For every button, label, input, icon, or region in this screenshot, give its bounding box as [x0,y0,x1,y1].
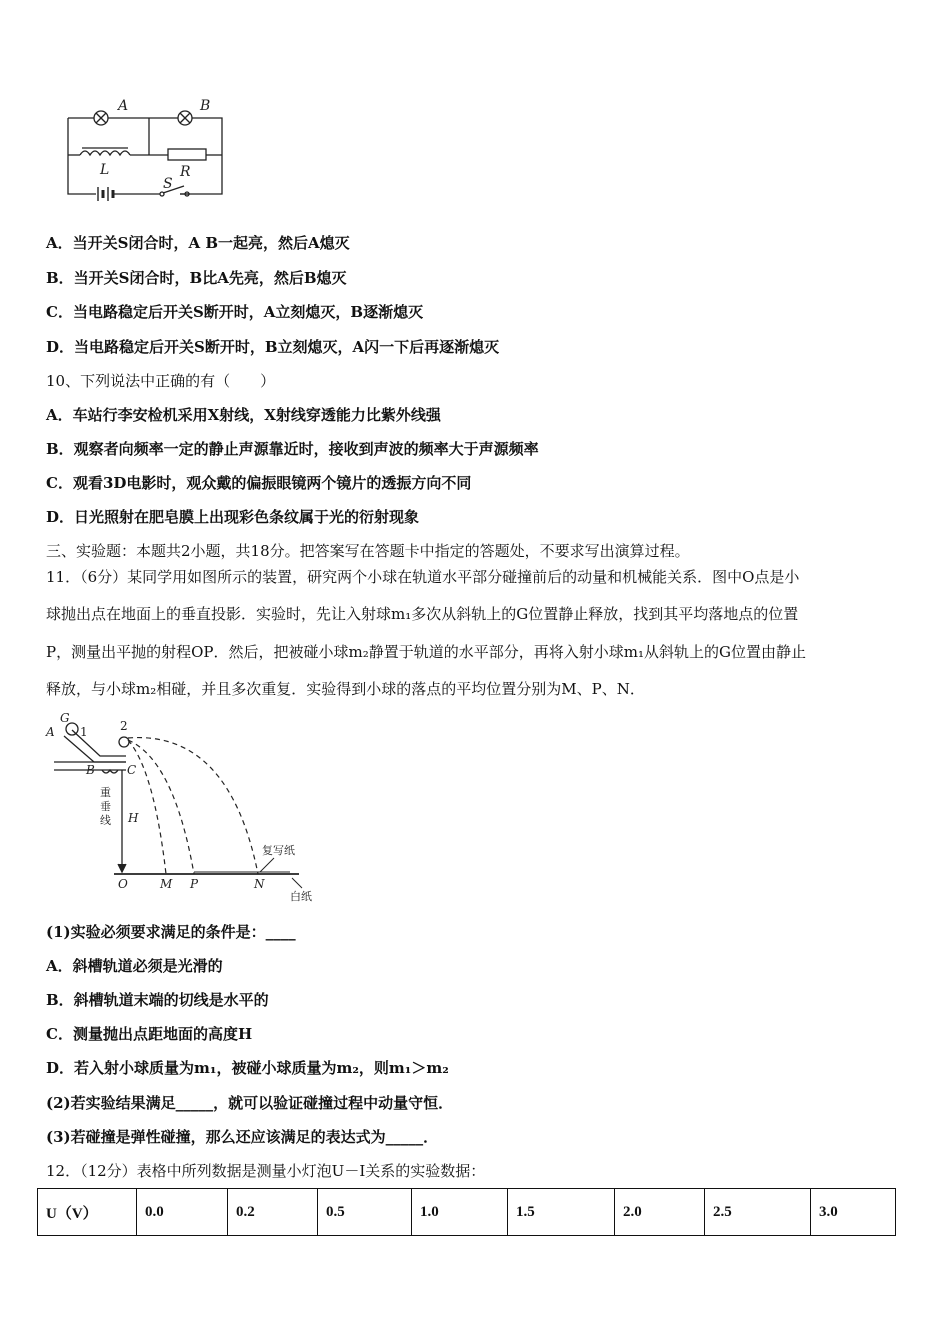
q11-sub2: (2)若实验结果满足_____，就可以验证碰撞过程中动量守恒． [46,1094,454,1112]
apparatus-label-p: P [190,877,199,891]
apparatus-label-2: 2 [120,719,128,733]
q9-option-b: B．当开关S闭合时，B比A先亮，然后B熄灭 [46,269,347,287]
circuit-label-r: R [180,164,191,180]
circuit-label-a: A [118,98,129,114]
table-cell: 2.0 [615,1189,705,1236]
table-row [38,1189,896,1236]
table-cell: 3.0 [811,1189,896,1236]
q9-option-c: C．当电路稳定后开关S断开时，A立刻熄灭，B逐渐熄灭 [46,303,424,321]
table-cell: 0.0 [137,1189,228,1236]
plumb-char-1: 重 [100,786,111,799]
q11-line1: 11．（6分）某同学用如图所示的装置，研究两个小球在轨道水平部分碰撞前后的动量和机械能关系．图中O点是小 [46,568,800,586]
apparatus-label-h: H [128,811,139,825]
data-table [37,1188,896,1236]
q11-sub3: (3)若碰撞是弹性碰撞，那么还应该满足的表达式为_____． [46,1128,439,1146]
plumb-char-2: 垂 [100,800,111,813]
q11-line2: 球抛出点在地面上的垂直投影．实验时，先让入射球m₁多次从斜轨上的G位置静止释放，找到其平均落地点的位置 [46,605,799,623]
apparatus-label-n: N [254,877,265,891]
table-cell: 2.5 [705,1189,811,1236]
q10-stem: 10、下列说法中正确的有（ ） [46,372,276,390]
q10-option-a: A．车站行李安检机采用X射线，X射线穿透能力比紫外线强 [46,406,441,424]
table-cell: 0.2 [228,1189,318,1236]
circuit-diagram [60,92,230,207]
collision-apparatus-diagram [44,710,334,910]
apparatus-label-g: G [60,711,70,725]
table-cell: 1.0 [412,1189,508,1236]
table-cell: 0.5 [318,1189,412,1236]
q11-option-a: A．斜槽轨道必须是光滑的 [46,957,223,975]
apparatus-label-carbon-paper: 复写纸 [262,844,295,857]
q11-line3: P，测量出平抛的射程OP．然后，把被碰小球m₂静置于轨道的水平部分，再将入射小球m₁从斜轨上的G位置由静止 [46,643,806,661]
q9-option-a: A．当开关S闭合时，A B一起亮，然后A熄灭 [46,234,350,252]
q11-line4: 释放，与小球m₂相碰，并且多次重复．实验得到小球的落点的平均位置分别为M、P、N． [46,680,645,698]
q10-option-d: D．日光照射在肥皂膜上出现彩色条纹属于光的衍射现象 [46,508,420,526]
q11-option-c: C．测量抛出点距地面的高度H [46,1025,253,1043]
apparatus-label-m: M [160,877,173,891]
q11-option-b: B．斜槽轨道末端的切线是水平的 [46,991,269,1009]
circuit-label-s: S [163,176,173,192]
q9-option-d: D．当电路稳定后开关S断开时，B立刻熄灭，A闪一下后再逐渐熄灭 [46,338,500,356]
apparatus-label-c: C [127,763,137,777]
table-cell: 1.5 [508,1189,615,1236]
q10-option-b: B．观察者向频率一定的静止声源靠近时，接收到声波的频率大于声源频率 [46,440,539,458]
q11-sub1: (1)实验必须要求满足的条件是：____ [46,923,296,941]
circuit-label-b: B [200,98,211,114]
apparatus-label-o: O [118,877,128,891]
q12-stem: 12．（12分）表格中所列数据是测量小灯泡U－I关系的实验数据： [46,1162,486,1180]
section3-heading: 三、实验题：本题共2小题，共18分。把答案写在答题卡中指定的答题处，不要求写出演算过程。 [46,542,690,560]
table-header-u: U（V） [38,1189,137,1236]
apparatus-label-white-paper: 白纸 [290,890,312,903]
q11-option-d: D．若入射小球质量为m₁，被碰小球质量为m₂，则m₁＞m₂ [46,1059,449,1077]
apparatus-label-plumb-line [100,785,115,827]
apparatus-label-1: 1 [80,725,88,739]
apparatus-label-b: B [86,763,95,777]
circuit-label-l: L [100,162,110,178]
q10-option-c: C．观看3D电影时，观众戴的偏振眼镜两个镜片的透振方向不同 [46,474,472,492]
apparatus-label-a: A [46,725,55,739]
plumb-char-3: 线 [100,814,111,827]
